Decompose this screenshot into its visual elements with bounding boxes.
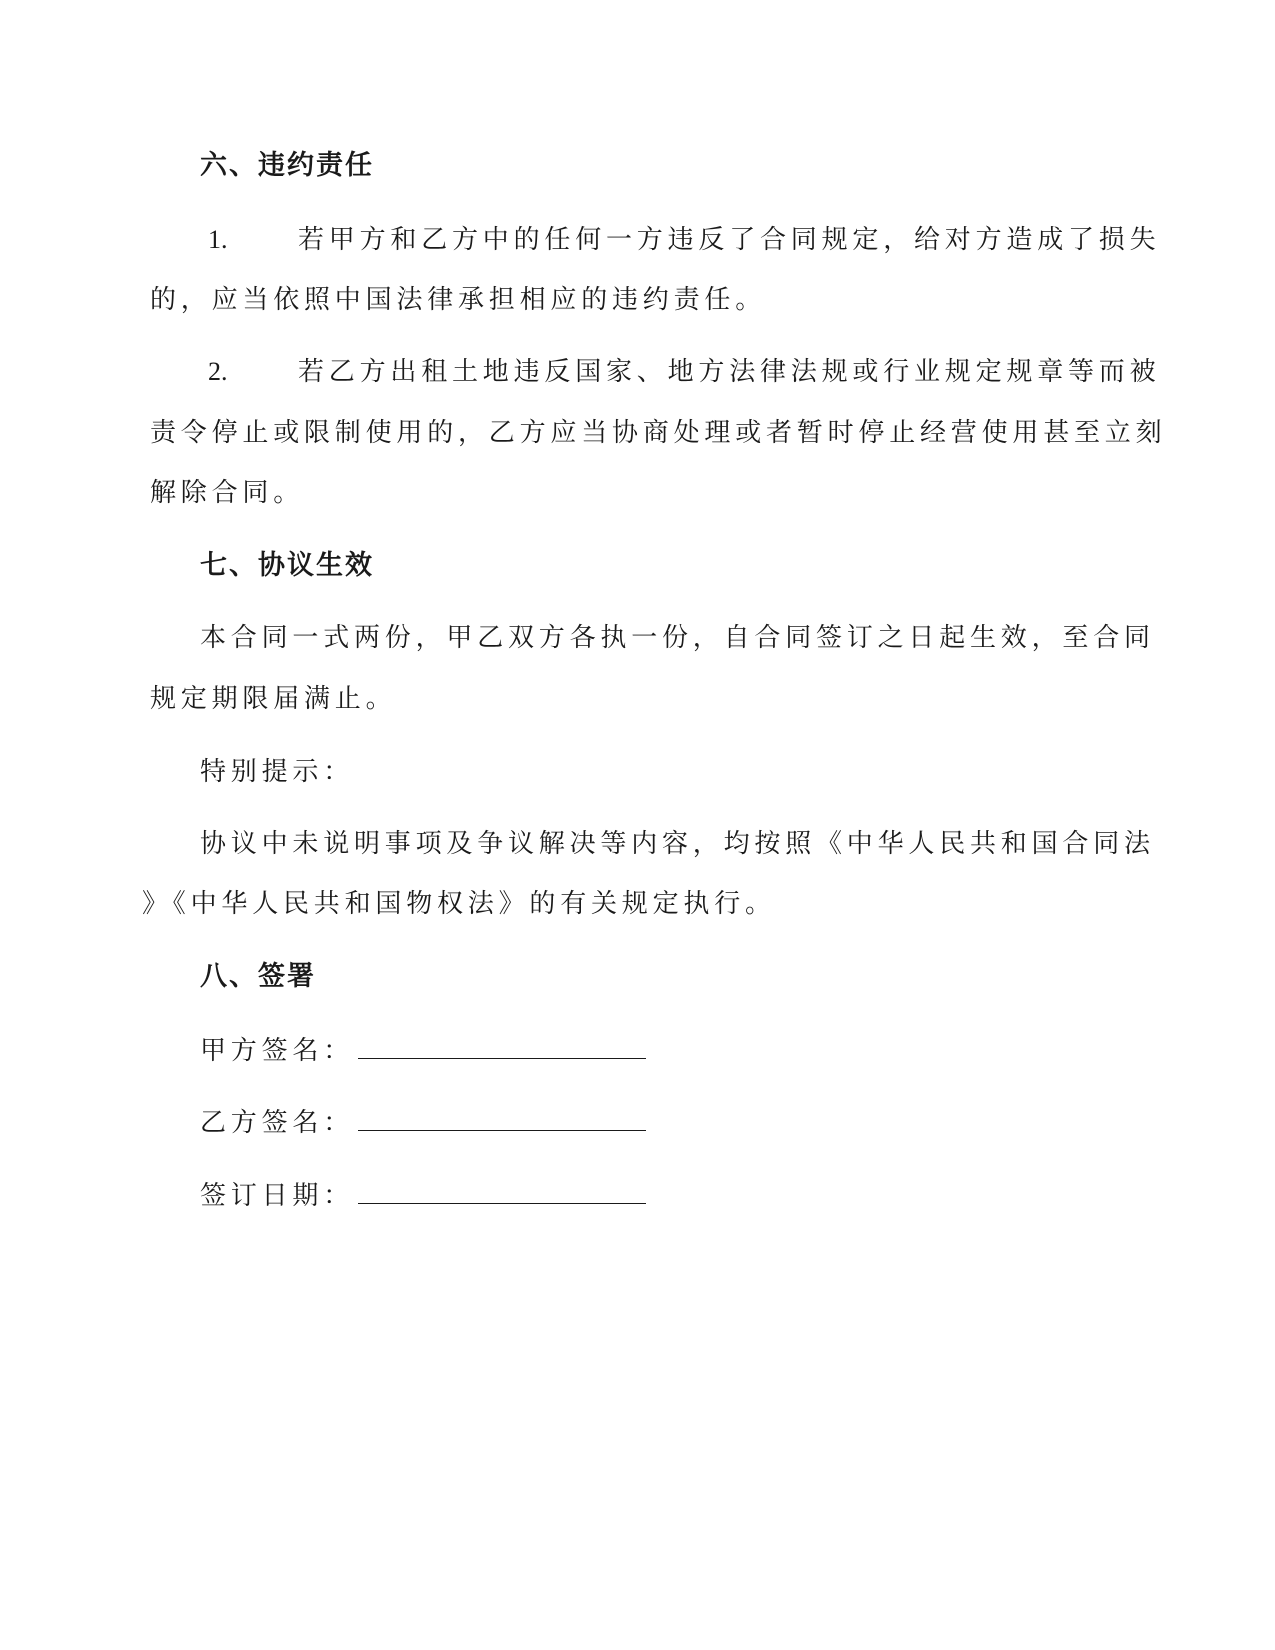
clause-text: 若甲方和乙方中的任何一方违反了合同规定，给对方造成了损失 — [298, 225, 1161, 255]
party-b-signature-label: 乙方签名： — [200, 1108, 355, 1138]
clause-number: 2. — [208, 357, 228, 386]
section-heading-breach: 六、违约责任 — [200, 150, 374, 181]
party-a-signature-line[interactable] — [358, 1034, 646, 1059]
signing-date-row — [200, 1179, 646, 1211]
signing-date-label: 签订日期： — [200, 1181, 355, 1211]
note-paragraph-line-2: 》《中华人民共和国物权法》的有关规定执行。 — [142, 889, 776, 919]
clause-6-2-line-3: 解除合同。 — [150, 478, 305, 508]
clause-number: 1. — [208, 225, 228, 254]
clause-6-2-line-1 — [150, 357, 1160, 387]
effect-paragraph-line-2: 规定期限届满止。 — [150, 684, 397, 714]
clause-6-2-line-2: 责令停止或限制使用的，乙方应当协商处理或者暂时停止经营使用甚至立刻 — [150, 418, 1167, 448]
clause-text: 若乙方出租土地违反国家、地方法律法规或行业规定规章等而被 — [298, 357, 1161, 387]
effect-paragraph-line-1: 本合同一式两份，甲乙双方各执一份，自合同签订之日起生效，至合同 — [200, 623, 1155, 653]
signing-date-line[interactable] — [358, 1179, 646, 1204]
note-paragraph-line-1: 协议中未说明事项及争议解决等内容，均按照《中华人民共和国合同法 — [200, 829, 1155, 859]
section-heading-effectiveness: 七、协议生效 — [200, 550, 374, 581]
section-heading-signature: 八、签署 — [200, 961, 316, 992]
party-a-signature-label: 甲方签名： — [200, 1036, 355, 1066]
party-b-signature-line[interactable] — [358, 1106, 646, 1131]
clause-6-1-line-2: 的，应当依照中国法律承担相应的违约责任。 — [150, 285, 767, 315]
party-b-signature-row — [200, 1106, 646, 1138]
special-note-label: 特别提示： — [200, 757, 355, 787]
party-a-signature-row — [200, 1034, 646, 1066]
clause-6-1-line-1 — [150, 225, 1161, 255]
